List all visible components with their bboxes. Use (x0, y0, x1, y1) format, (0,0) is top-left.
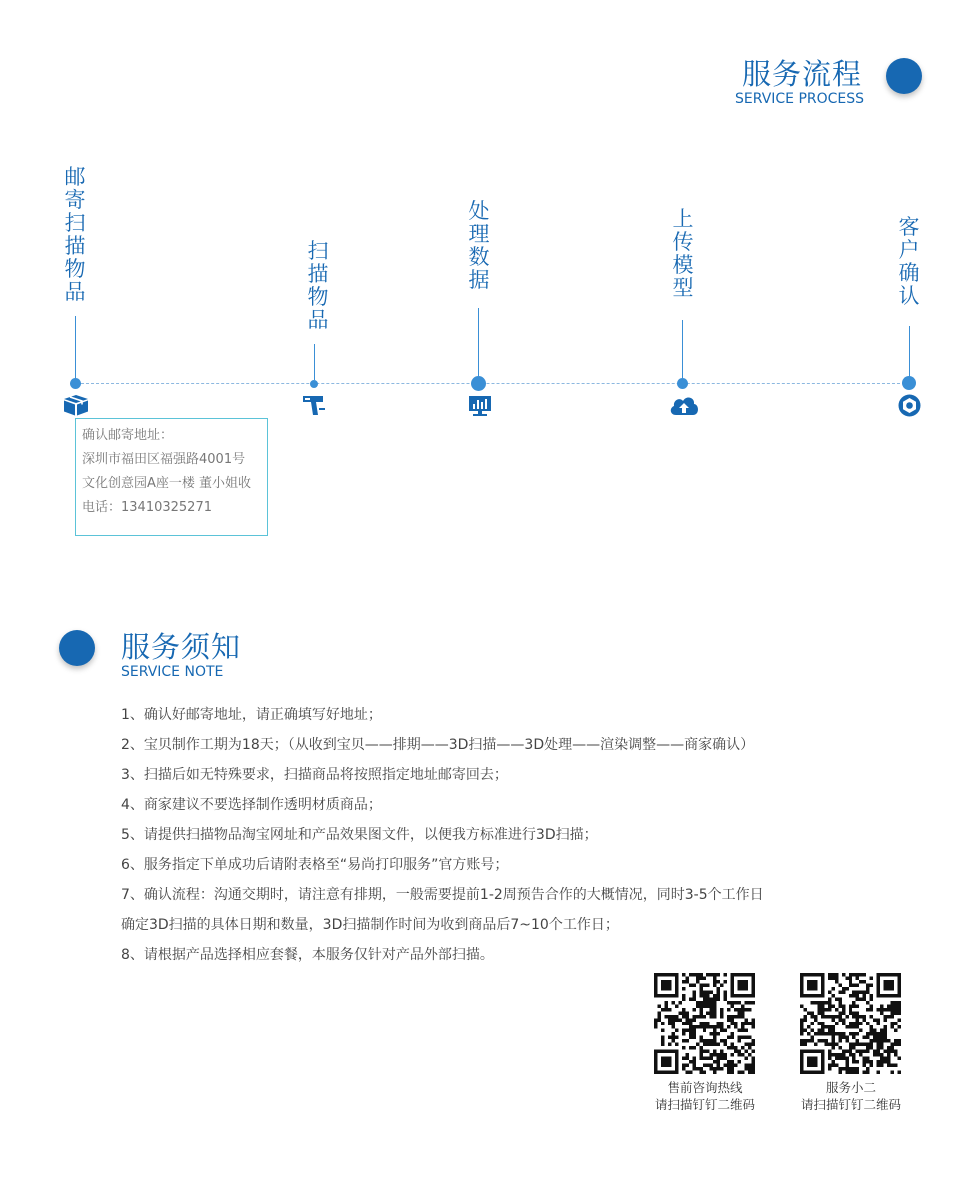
qr-caption-service (790, 1079, 912, 1113)
package-icon (63, 394, 89, 416)
timeline-node (70, 378, 81, 389)
address-line: 深圳市福田区福强路4001号 (82, 452, 246, 467)
qr-code-service[interactable] (800, 973, 901, 1074)
address-line: 确认邮寄地址： (82, 428, 174, 443)
cloud-upload-icon (668, 394, 700, 416)
note-item: 确定3D扫描的具体日期和数量，3D扫描制作时间为收到商品后7~10个工作日； (121, 917, 619, 933)
qr-caption-title: 服务小二 (825, 1080, 876, 1095)
scanner-icon (302, 394, 326, 416)
address-box (75, 418, 268, 536)
step-label-scan: 扫描物品 (307, 239, 329, 332)
step-connector (478, 308, 479, 376)
step-connector (75, 316, 76, 380)
note-item: 6、服务指定下单成功后请附表格至“易尚打印服务”官方账号； (121, 857, 509, 873)
step-label-confirm: 客户确认 (898, 215, 920, 308)
step-connector (314, 344, 315, 380)
note-item: 7、确认流程：沟通交期时，请注意有排期，一般需要提前1-2周预告合作的大概情况，同时3-5个工作日 (121, 887, 764, 903)
timeline-node (310, 380, 318, 388)
step-label-mail: 邮寄扫描物品 (64, 165, 86, 304)
timeline-node (471, 376, 486, 391)
note-item: 8、请根据产品选择相应套餐，本服务仅针对产品外部扫描。 (121, 947, 494, 963)
address-phone: 电话：13410325271 (82, 500, 212, 515)
timeline-node (902, 376, 916, 390)
address-line: 文化创意园A座一楼 董小姐收 (82, 476, 252, 491)
note-item: 3、扫描后如无特殊要求，扫描商品将按照指定地址邮寄回去； (121, 767, 508, 783)
monitor-chart-icon (468, 395, 492, 417)
qr-caption-hint: 请扫描钉钉二维码 (800, 1097, 901, 1112)
step-connector (909, 326, 910, 377)
process-header-dot (886, 58, 922, 94)
note-list (121, 700, 764, 970)
note-item: 5、请提供扫描物品淘宝网址和产品效果图文件，以便我方标准进行3D扫描； (121, 827, 598, 843)
timeline-line (76, 383, 910, 384)
process-title: 服务流程 (742, 57, 863, 91)
note-title: 服务须知 (121, 630, 242, 664)
note-item: 4、商家建议不要选择制作透明材质商品； (121, 797, 382, 813)
qr-caption-title: 售前咨询热线 (667, 1080, 743, 1095)
process-subtitle: SERVICE PROCESS (735, 91, 865, 107)
qr-caption-presales (644, 1079, 766, 1113)
note-item: 2、宝贝制作工期为18天；（从收到宝贝——排期——3D扫描——3D处理——渲染调整——商家确认） (121, 737, 755, 753)
qr-caption-hint: 请扫描钉钉二维码 (654, 1097, 755, 1112)
note-subtitle: SERVICE NOTE (121, 664, 224, 680)
step-label-process: 处理数据 (468, 199, 490, 292)
note-header-dot (59, 630, 95, 666)
timeline-node (677, 378, 688, 389)
note-item: 1、确认好邮寄地址，请正确填写好地址； (121, 707, 382, 723)
confirm-badge-icon (898, 394, 921, 417)
step-connector (682, 320, 683, 378)
qr-code-presales[interactable] (654, 973, 755, 1074)
step-label-upload: 上传模型 (672, 207, 694, 300)
